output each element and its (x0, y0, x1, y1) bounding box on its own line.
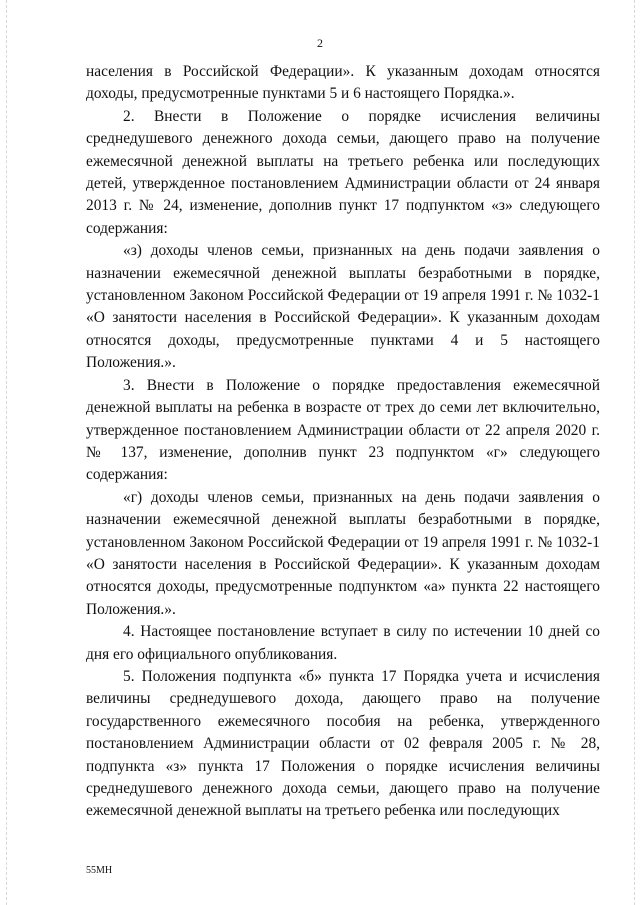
paragraph-item-3: 3. Внести в Положение о порядке предоставления ежемесячной денежной выплаты на ребенка в возрасте от трех до семи лет включительно, утвержденное постановлением Администрации области от 22 апреля 2020 г. № 137, изменение, дополнив пункт 23 подпунктом «г» следующего содержания: (86, 376, 600, 484)
paragraph-item-4: 4. Настоящее постановление вступает в силу по истечении 10 дней со дня его официального опубликования. (86, 623, 600, 663)
paragraph-item-5: 5. Положения подпункта «б» пункта 17 Порядка учета и исчисления величины среднедушевого дохода, дающего право на получение государственного ежемесячного пособия на ребенка, утвержденного постановлением Администрации области от 02 февраля 2005 г. № 28, подпункта «з» пункта 17 Положения о порядке исчисления величины среднедушевого денежного дохода семьи, дающего право на получение ежемесячной денежной выплаты на третьего ребенка или последующих (86, 667, 600, 820)
paragraph-subitem-g: «г) доходы членов семьи, признанных на день подачи заявления о назначении ежемесячной денежной выплаты безработными в порядке, установленном Законом Российской Федерации от 19 апреля 1991 г. № 1032-1 «О занятости населения в Российской Федерации». К указанным доходам относятся доходы, предусмотренные подпунктом «а» пункта 22 настоящего Положения.». (86, 488, 600, 618)
document-code: 55МН (86, 865, 113, 876)
document-body (86, 61, 600, 823)
paragraph-subitem-z: «з) доходы членов семьи, признанных на день подачи заявления о назначении ежемесячной денежной выплаты безработными в порядке, установленном Законом Российской Федерации от 19 апреля 1991 г. № 1032-1 «О занятости населения в Российской Федерации». К указанным доходам относятся доходы, предусмотренные пунктами 4 и 5 настоящего Положения.». (86, 242, 600, 372)
scan-edge-left (6, 0, 8, 905)
scan-edge-right (634, 0, 636, 905)
page-number: 2 (317, 36, 323, 50)
paragraph-item-2: 2. Внести в Положение о порядке исчисления величины среднедушевого денежного дохода семьи, дающего право на получение ежемесячной денежной выплаты на третьего ребенка или последующих детей, утвержденное постановлением Администрации области от 24 января 2013 г. № 24, изменение, дополнив пункт 17 подпунктом «з» следующего содержания: (86, 107, 600, 237)
paragraph-continuation: населения в Российской Федерации». К указанным доходам относятся доходы, предусмотренные пунктами 5 и 6 настоящего Порядка.». (86, 63, 600, 103)
